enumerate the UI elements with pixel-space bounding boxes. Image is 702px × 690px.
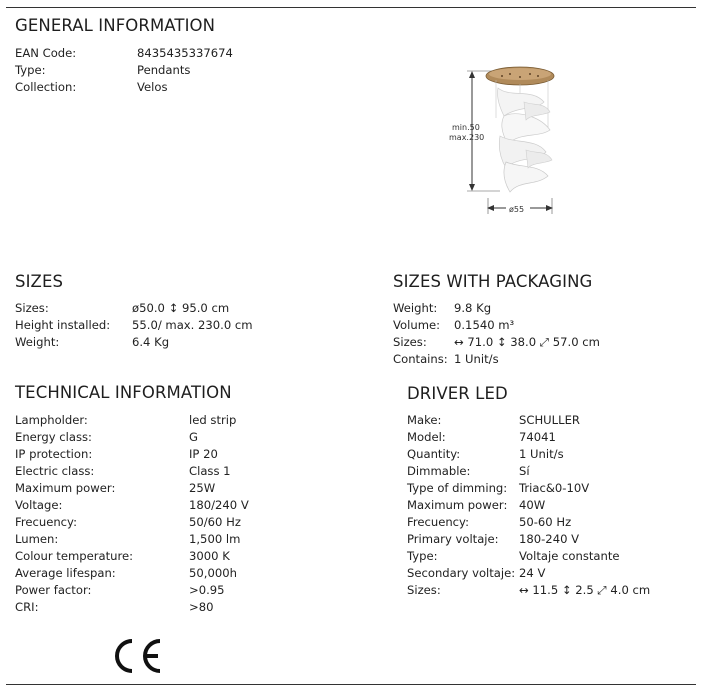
spec-value: Voltaje constante	[519, 549, 620, 563]
spec-label: IP protection:	[15, 447, 93, 461]
spec-label: Sizes:	[393, 335, 427, 349]
spec-label: Height installed:	[15, 318, 111, 332]
spec-value: 1 Unit/s	[519, 447, 564, 461]
spec-label: Type of dimming:	[407, 481, 508, 495]
spec-label: Secondary voltaje:	[407, 566, 516, 580]
spec-value: 55.0/ max. 230.0 cm	[132, 318, 253, 332]
spec-label: Frecuency:	[15, 515, 77, 529]
spec-value: 24 V	[519, 566, 546, 580]
spec-label: EAN Code:	[15, 46, 77, 60]
spec-value: Class 1	[189, 464, 231, 478]
spec-label: Power factor:	[15, 583, 92, 597]
spec-label: Type:	[15, 63, 46, 77]
spec-label: Maximum power:	[407, 498, 508, 512]
spec-value: 74041	[519, 430, 556, 444]
spec-value: 50,000h	[189, 566, 237, 580]
spec-label: Dimmable:	[407, 464, 471, 478]
spec-label: Frecuency:	[407, 515, 469, 529]
spec-value: 9.8 Kg	[454, 301, 492, 315]
general-info-heading: GENERAL INFORMATION	[15, 16, 216, 35]
spec-value: SCHULLER	[519, 413, 580, 427]
spec-label: Sizes:	[407, 583, 441, 597]
spec-value: 1 Unit/s	[454, 352, 499, 366]
height-max-label: max.230	[449, 133, 485, 142]
spec-label: Contains:	[393, 352, 448, 366]
spec-value: 50-60 Hz	[519, 515, 572, 529]
spec-label: Energy class:	[15, 430, 92, 444]
product-dimension-drawing	[440, 58, 572, 220]
spec-label: Volume:	[393, 318, 441, 332]
spec-label: Primary voltaje:	[407, 532, 499, 546]
spec-value: Sí	[519, 464, 530, 478]
spec-label: Electric class:	[15, 464, 95, 478]
spec-value: 1,500 lm	[189, 532, 241, 546]
spec-value: ↔ 11.5 ↕ 2.5 ⤢ 4.0 cm	[519, 583, 651, 597]
spec-label: Model:	[407, 430, 446, 444]
spec-value: Velos	[137, 80, 168, 94]
spec-value: Pendants	[137, 63, 191, 77]
spec-label: Sizes:	[15, 301, 49, 315]
spec-label: Collection:	[15, 80, 77, 94]
spec-label: Maximum power:	[15, 481, 116, 495]
spec-label: Weight:	[15, 335, 60, 349]
spec-label: Quantity:	[407, 447, 461, 461]
spec-value: 50/60 Hz	[189, 515, 241, 529]
spec-label: Weight:	[393, 301, 438, 315]
spec-value: 6.4 Kg	[132, 335, 170, 349]
height-min-label: min.50	[452, 123, 480, 132]
spec-value: led strip	[189, 413, 237, 427]
spec-value: G	[189, 430, 198, 444]
spec-value: 25W	[189, 481, 216, 495]
spec-value: ↔ 71.0 ↕ 38.0 ⤢ 57.0 cm	[454, 335, 600, 349]
top-rule	[6, 7, 696, 8]
spec-label: Average lifespan:	[15, 566, 116, 580]
packaging-heading: SIZES WITH PACKAGING	[393, 272, 593, 291]
spec-label: Type:	[407, 549, 438, 563]
spec-value: 180-240 V	[519, 532, 580, 546]
driver-led-heading: DRIVER LED	[407, 384, 508, 403]
spec-label: CRI:	[15, 600, 39, 614]
spec-value: 180/240 V	[189, 498, 249, 512]
spec-value: 3000 K	[189, 549, 230, 563]
spec-value: >80	[189, 600, 214, 614]
spec-value: Triac&0-10V	[519, 481, 590, 495]
spec-label: Lumen:	[15, 532, 59, 546]
spec-value: IP 20	[189, 447, 218, 461]
spec-label: Make:	[407, 413, 442, 427]
spec-value: 40W	[519, 498, 546, 512]
technical-info-heading: TECHNICAL INFORMATION	[15, 383, 232, 402]
spec-value: >0.95	[189, 583, 225, 597]
spec-value: 8435435337674	[137, 46, 233, 60]
diameter-label: ø55	[509, 205, 525, 214]
spec-label: Voltage:	[15, 498, 63, 512]
spec-value: ø50.0 ↕ 95.0 cm	[132, 301, 230, 315]
spec-label: Colour temperature:	[15, 549, 134, 563]
ce-mark-logo	[112, 636, 164, 676]
bottom-rule	[6, 684, 696, 685]
sizes-heading: SIZES	[15, 272, 64, 291]
spec-label: Lampholder:	[15, 413, 88, 427]
spec-value: 0.1540 m³	[454, 318, 515, 332]
